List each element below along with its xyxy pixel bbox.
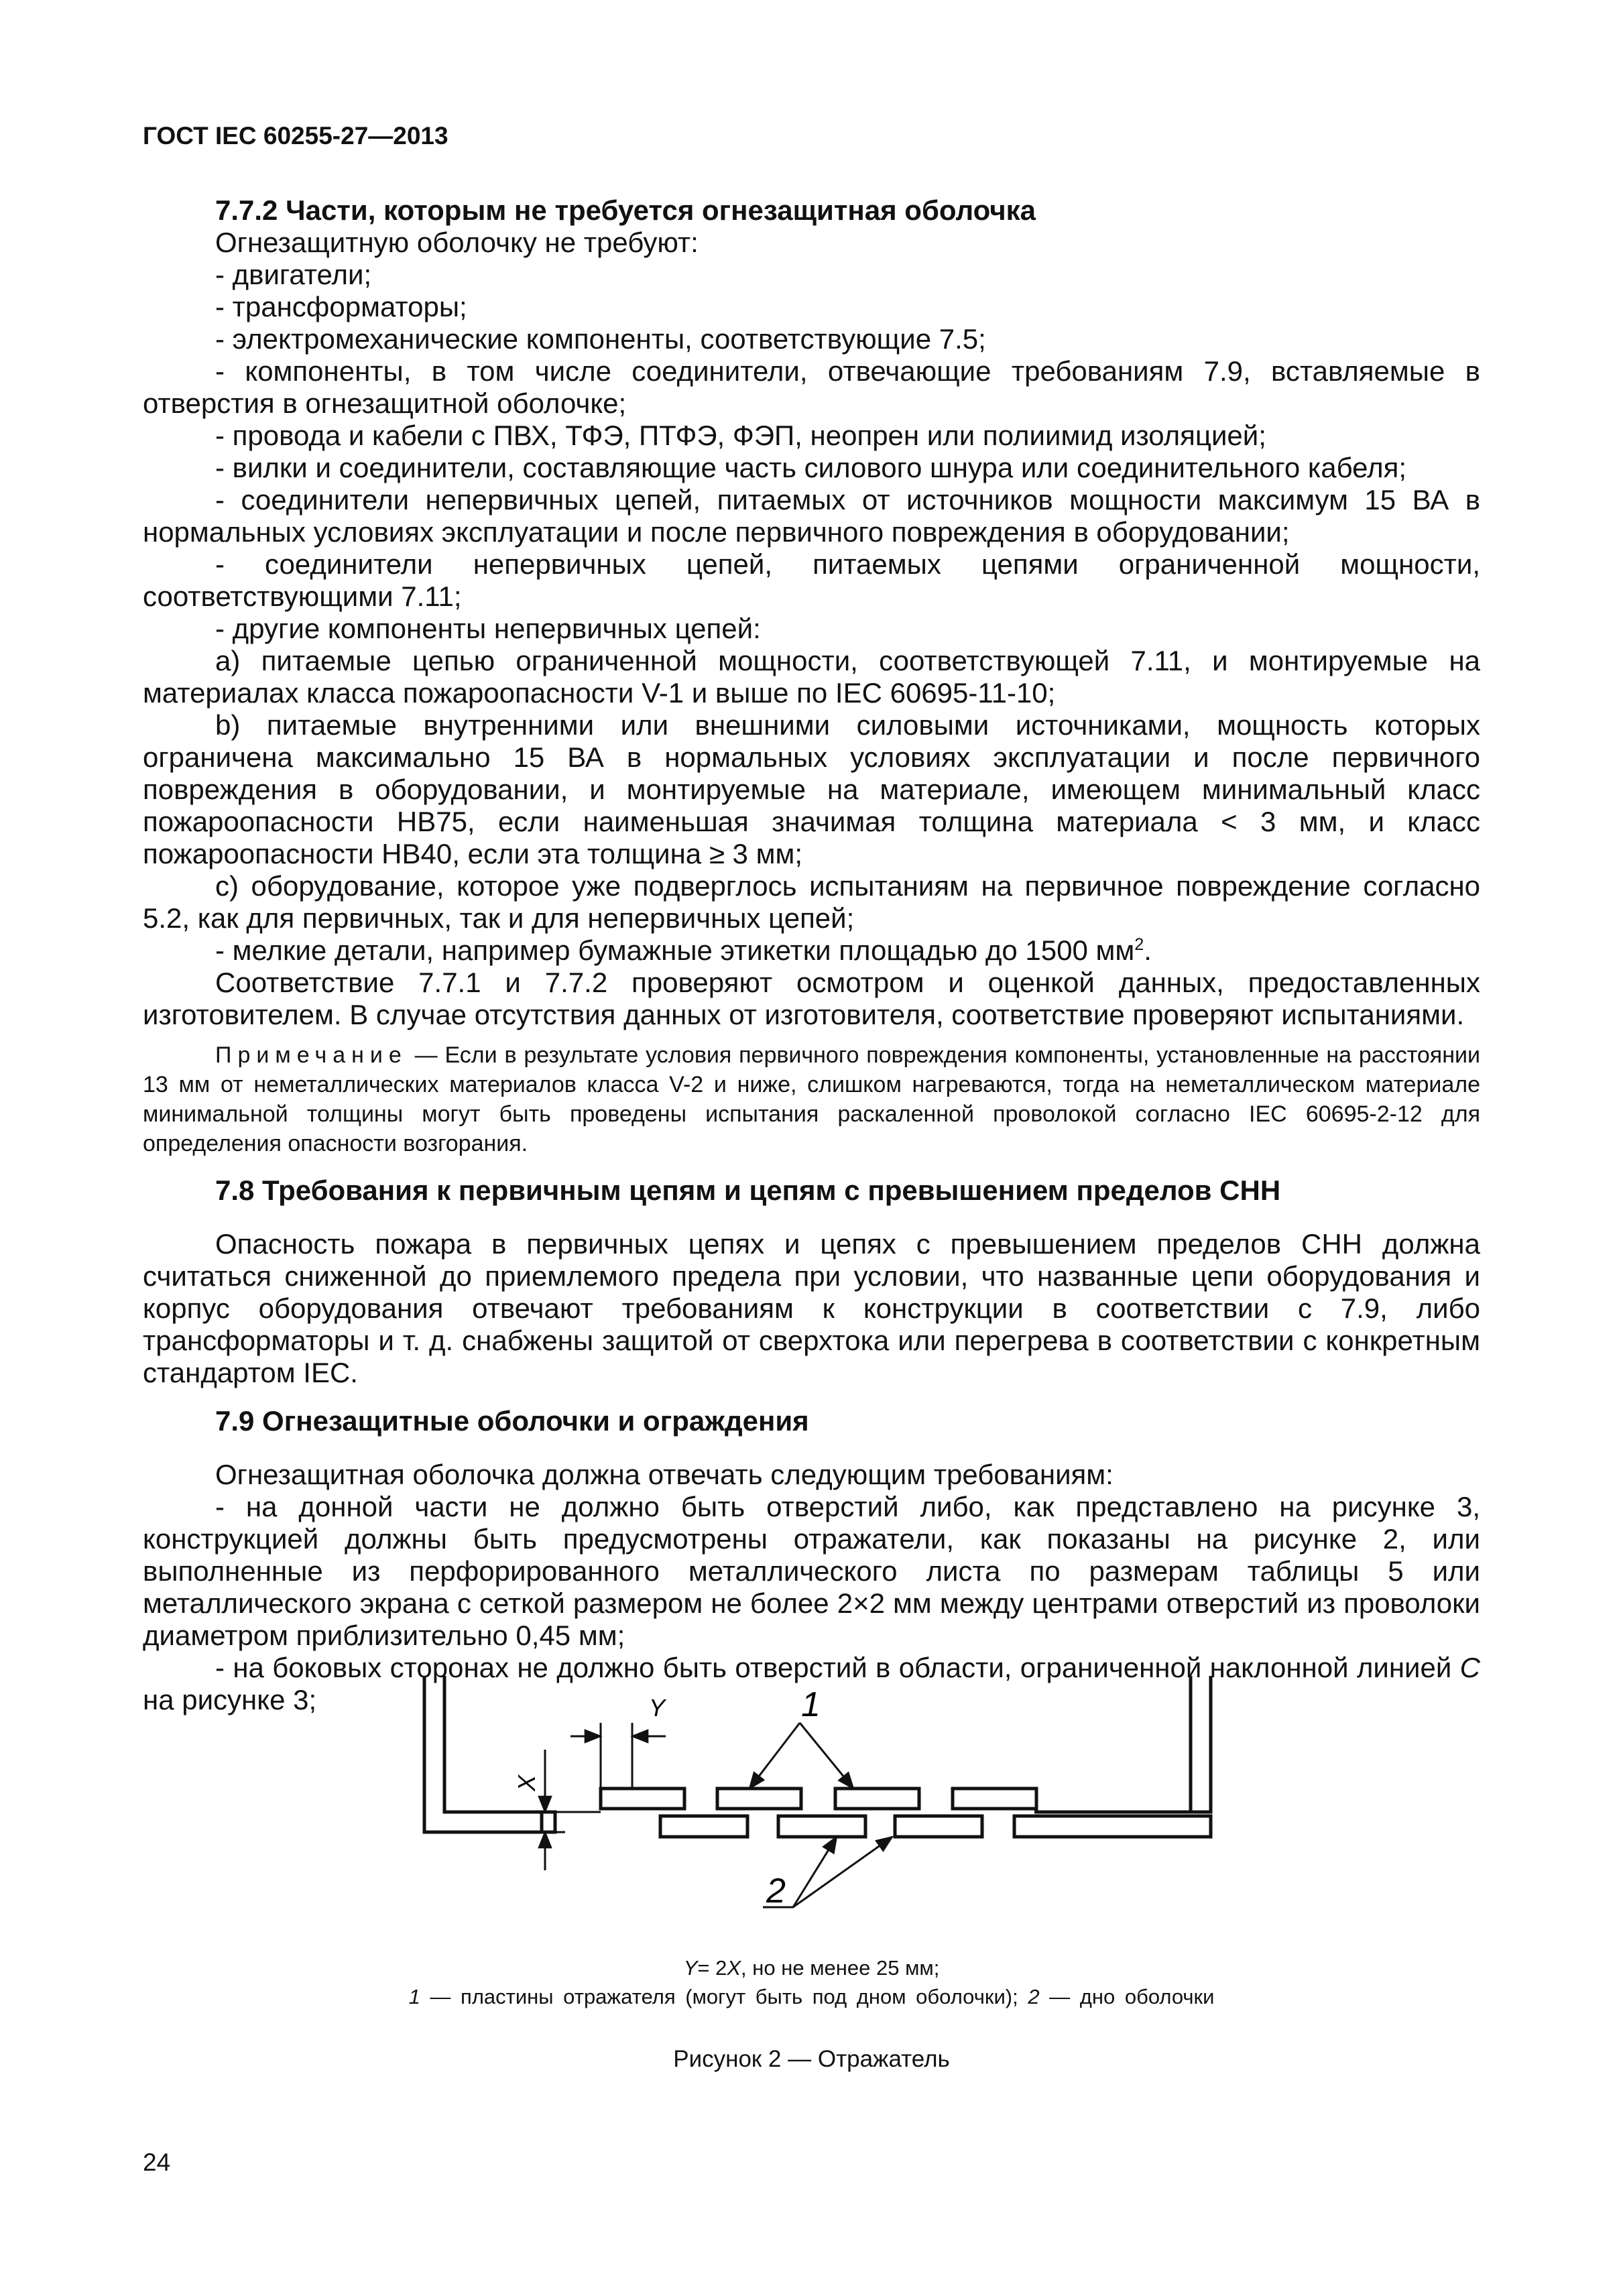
note (143, 1040, 1480, 1158)
list-item: - вилки и соединители, составляющие часть силового шнура или соединительного кабеля; (215, 452, 1407, 483)
bottom-segment (660, 1816, 747, 1837)
note-label: Примечание (215, 1042, 408, 1068)
bottom-segment (895, 1816, 982, 1837)
caption-mid: = 2 (697, 1956, 727, 1980)
paragraph: Огнезащитная оболочка должна отвечать следующим требованиям: (215, 1459, 1114, 1490)
list-item: - соединители непервичных цепей, питаемых от источников мощности максимум 15 ВА в нормальных условиях эксплуатации и после первичного повреждения в оборудовании; (143, 484, 1480, 548)
reflector-plate (835, 1789, 919, 1809)
caption-rest: , но не менее 25 мм; (741, 1956, 940, 1980)
caption-x: X (727, 1956, 741, 1980)
reflector-plate (717, 1789, 801, 1809)
sub-list-item: c) оборудование, которое уже подверглось испытаниям на первичное повреждение согласно 5.2, как для первичных, так и для непервичных цепей; (143, 870, 1480, 934)
caption-t1: — пластины отражателя (могут быть под дном оболочки); (420, 1985, 1028, 2008)
paragraph: Опасность пожара в первичных цепях и цепях с превышением пределов СНН должна считаться сниженной до приемлемого предела при условии, что названные цепи оборудования и корпус оборудования отвечают требованиям к конструкции в соответствии с 7.9, либо трансформаторы и т. д. снабжены защитой от сверхтока или перегрева в соответствии с конкретным стандартом IEC. (143, 1228, 1480, 1388)
label-y: Y (649, 1694, 666, 1721)
figure-caption-line-1 (0, 1956, 1623, 1980)
list-item: - соединители непервичных цепей, питаемых цепями ограниченной мощности, соответствующими 7.11; (143, 548, 1480, 612)
enclosure-right-wall (1034, 1676, 1211, 1812)
section-title-7-8: 7.8 Требования к первичным цепям и цепям с превышением пределов СНН (215, 1174, 1281, 1206)
caption-n2: 2 (1028, 1985, 1040, 2008)
bottom-segment (778, 1816, 865, 1837)
side-text: - на боковых сторонах не должно быть отверстий в области, ограниченной наклонной линией (215, 1652, 1460, 1683)
superscript: 2 (1134, 935, 1144, 954)
conformity-paragraph: Соответствие 7.7.1 и 7.7.2 проверяют осмотром и оценкой данных, предоставленных изготовителем. В случае отсутствия данных от изготовителя, соответствие проверяют испытаниями. (143, 967, 1480, 1030)
reflector-diagram (411, 1676, 1242, 1937)
enclosure-left-wall (424, 1676, 545, 1832)
list-item: - электромеханические компоненты, соответствующие 7.5; (215, 323, 986, 355)
figure-title: Рисунок 2 — Отражатель (673, 2046, 950, 2072)
reflector-plate (953, 1789, 1036, 1809)
note-dash: — (407, 1042, 445, 1068)
label-1: 1 (801, 1685, 821, 1724)
list-item: - трансформаторы; (215, 291, 467, 322)
caption-y: Y (683, 1956, 698, 1980)
note-text: Если в результате условия первичного повреждения компоненты, установленные на расстоянии 13 мм от неметаллических материалов класса V-2 и ниже, слишком нагреваются, тогда на неметаллическом материале минимальной толщины могут быть проведены испытания раскаленной проволокой согласно IEC 60695-2-12 для определения опасности возгорания. (143, 1042, 1480, 1156)
label-2: 2 (766, 1872, 786, 1911)
document-body (143, 194, 1480, 1716)
section-title-7-7-2: 7.7.2 Части, которым не требуется огнезащитная оболочка (215, 194, 1036, 226)
caption-n1: 1 (408, 1985, 420, 2008)
caption-t2: — дно оболочки (1039, 1985, 1215, 2008)
list-item: - другие компоненты непервичных цепей: (215, 613, 761, 644)
list-item: - двигатели; (215, 259, 372, 290)
bottom-segment (542, 1812, 555, 1832)
list-item-small-parts (143, 934, 1480, 967)
sub-list-item: a) питаемые цепью ограниченной мощности, соответствующей 7.11, и монтируемые на материалах класса пожароопасности V-1 и выше по IEC 60695-11-10; (143, 645, 1480, 709)
label-x: X (513, 1774, 540, 1792)
document-header: ГОСТ IEC 60255-27—2013 (143, 122, 448, 149)
side-end: на рисунке 3; (143, 1684, 317, 1715)
section-title-7-9: 7.9 Огнезащитные оболочки и ограждения (215, 1405, 809, 1437)
list-item: - компоненты, в том числе соединители, отвечающие требованиям 7.9, вставляемые в отверстия в огнезащитной оболочке; (143, 355, 1480, 419)
side-italic: C (1459, 1652, 1480, 1683)
list-item: - провода и кабели с ПВХ, ТФЭ, ПТФЭ, ФЭП, неопрен или полиимид изоляцией; (215, 420, 1266, 451)
figure-caption-line-2 (0, 1985, 1623, 2009)
small-parts-end: . (1144, 934, 1152, 966)
paragraph: Огнезащитную оболочку не требуют: (215, 227, 699, 258)
reflector-plate (601, 1789, 684, 1809)
list-item: - на донной части не должно быть отверстий либо, как представлено на рисунке 3, конструкцией должны быть предусмотрены отражатели, как показаны на рисунке 2, или выполненные из перфорированного металлического листа по размерам таблицы 5 или металлического экрана с сеткой размером не более 2×2 мм между центрами отверстий из проволоки диаметром приблизительно 0,45 мм; (143, 1491, 1480, 1651)
sub-list-item: b) питаемые внутренними или внешними силовыми источниками, мощность которых ограничена максимально 15 ВА в нормальных условиях эксплуатации и после первичного повреждения в оборудовании, и монтируемые на материале, имеющем минимальный класс пожароопасности HB75, если наименьшая значимая толщина материала < 3 мм, и класс пожароопасности HB40, если эта толщина ≥ 3 мм; (143, 709, 1480, 869)
page-number: 24 (143, 2149, 171, 2176)
bottom-segment-right (1014, 1816, 1211, 1837)
small-parts-text: - мелкие детали, например бумажные этикетки площадью до 1500 мм (215, 934, 1135, 966)
